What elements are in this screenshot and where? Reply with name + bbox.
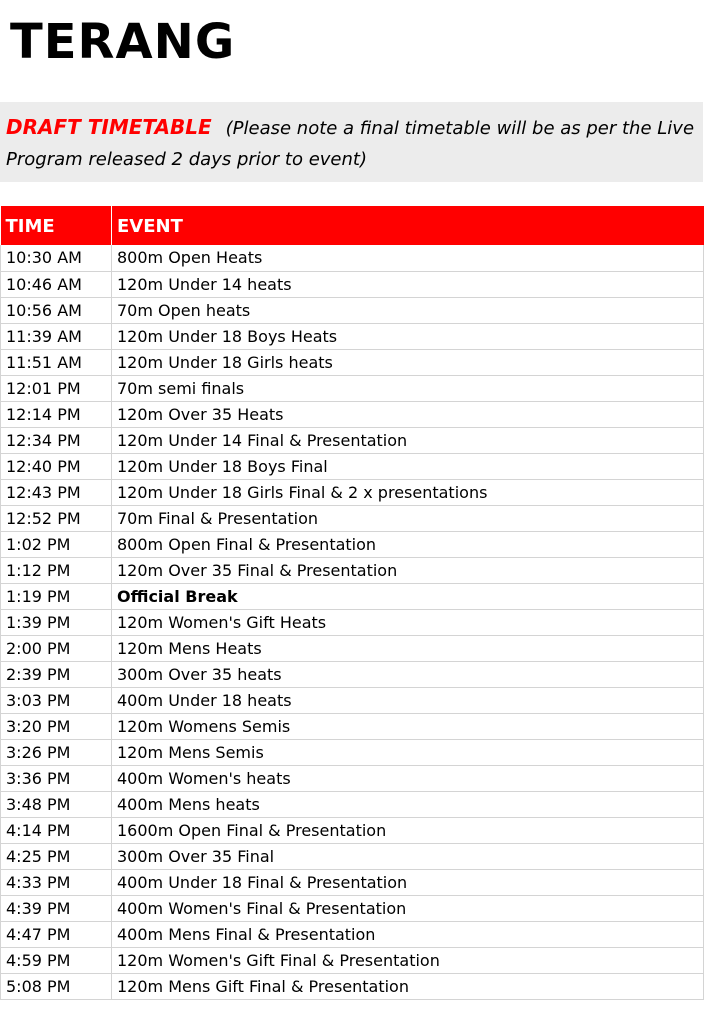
table-row [1,843,704,869]
time-cell: 12:14 PM [1,401,112,427]
time-cell: 3:48 PM [1,791,112,817]
table-row [1,531,704,557]
table-row [1,817,704,843]
time-cell: 2:39 PM [1,661,112,687]
table-row [1,245,704,271]
event-cell: 400m Mens Final & Presentation [112,921,704,947]
page-title: TERANG [10,14,236,70]
event-cell: 120m Mens Heats [112,635,704,661]
time-cell: 3:36 PM [1,765,112,791]
table-row [1,869,704,895]
event-column-header: EVENT [112,206,704,245]
table-row [1,375,704,401]
time-cell: 10:56 AM [1,297,112,323]
table-row [1,739,704,765]
event-cell: 400m Women's Final & Presentation [112,895,704,921]
event-cell: 120m Under 18 Boys Final [112,453,704,479]
time-cell: 11:51 AM [1,349,112,375]
draft-label: DRAFT TIMETABLE [6,115,212,139]
time-cell: 4:39 PM [1,895,112,921]
table-row [1,791,704,817]
event-cell: 120m Under 14 heats [112,271,704,297]
time-cell: 12:34 PM [1,427,112,453]
event-cell: 70m semi finals [112,375,704,401]
event-cell: 300m Over 35 heats [112,661,704,687]
time-cell: 10:46 AM [1,271,112,297]
table-row [1,635,704,661]
event-cell: 1600m Open Final & Presentation [112,817,704,843]
table-row [1,713,704,739]
event-cell: 70m Final & Presentation [112,505,704,531]
table-row [1,505,704,531]
table-row [1,297,704,323]
time-cell: 12:01 PM [1,375,112,401]
table-row [1,427,704,453]
table-row [1,557,704,583]
time-cell: 1:02 PM [1,531,112,557]
event-cell: Official Break [112,583,704,609]
time-cell: 12:43 PM [1,479,112,505]
table-row [1,583,704,609]
notice-text: (Please note a final timetable will be as per the Live Program released 2 days prior to event) [6,118,695,170]
table-row [1,765,704,791]
time-column-header: TIME [1,206,112,245]
time-cell: 3:20 PM [1,713,112,739]
event-cell: 120m Under 18 Girls heats [112,349,704,375]
event-cell: 800m Open Heats [112,245,704,271]
event-cell: 400m Mens heats [112,791,704,817]
event-cell: 120m Womens Semis [112,713,704,739]
event-cell: 400m Under 18 Final & Presentation [112,869,704,895]
table-row [1,609,704,635]
time-cell: 11:39 AM [1,323,112,349]
event-cell: 120m Under 18 Boys Heats [112,323,704,349]
event-cell: 70m Open heats [112,297,704,323]
time-cell: 1:39 PM [1,609,112,635]
event-cell: 400m Women's heats [112,765,704,791]
event-cell: 400m Under 18 heats [112,687,704,713]
timetable [0,206,704,1000]
event-cell: 120m Mens Gift Final & Presentation [112,973,704,999]
event-cell: 120m Women's Gift Heats [112,609,704,635]
table-row [1,973,704,999]
table-row [1,323,704,349]
time-cell: 4:59 PM [1,947,112,973]
table-row [1,401,704,427]
event-cell: 120m Under 14 Final & Presentation [112,427,704,453]
table-row [1,349,704,375]
table-row [1,895,704,921]
time-cell: 2:00 PM [1,635,112,661]
event-cell: 120m Over 35 Final & Presentation [112,557,704,583]
event-cell: 120m Under 18 Girls Final & 2 x presentations [112,479,704,505]
draft-notice [0,102,703,182]
event-cell: 800m Open Final & Presentation [112,531,704,557]
table-row [1,921,704,947]
table-row [1,453,704,479]
time-cell: 12:40 PM [1,453,112,479]
time-cell: 4:47 PM [1,921,112,947]
table-row [1,479,704,505]
event-cell: 120m Mens Semis [112,739,704,765]
table-row [1,947,704,973]
time-cell: 5:08 PM [1,973,112,999]
time-cell: 3:03 PM [1,687,112,713]
time-cell: 1:12 PM [1,557,112,583]
event-cell: 120m Women's Gift Final & Presentation [112,947,704,973]
event-cell: 300m Over 35 Final [112,843,704,869]
time-cell: 4:33 PM [1,869,112,895]
header-row [1,206,704,245]
time-cell: 12:52 PM [1,505,112,531]
time-cell: 10:30 AM [1,245,112,271]
timetable-body [1,245,704,999]
time-cell: 4:14 PM [1,817,112,843]
table-row [1,687,704,713]
time-cell: 1:19 PM [1,583,112,609]
event-cell: 120m Over 35 Heats [112,401,704,427]
table-row [1,661,704,687]
time-cell: 4:25 PM [1,843,112,869]
time-cell: 3:26 PM [1,739,112,765]
table-row [1,271,704,297]
